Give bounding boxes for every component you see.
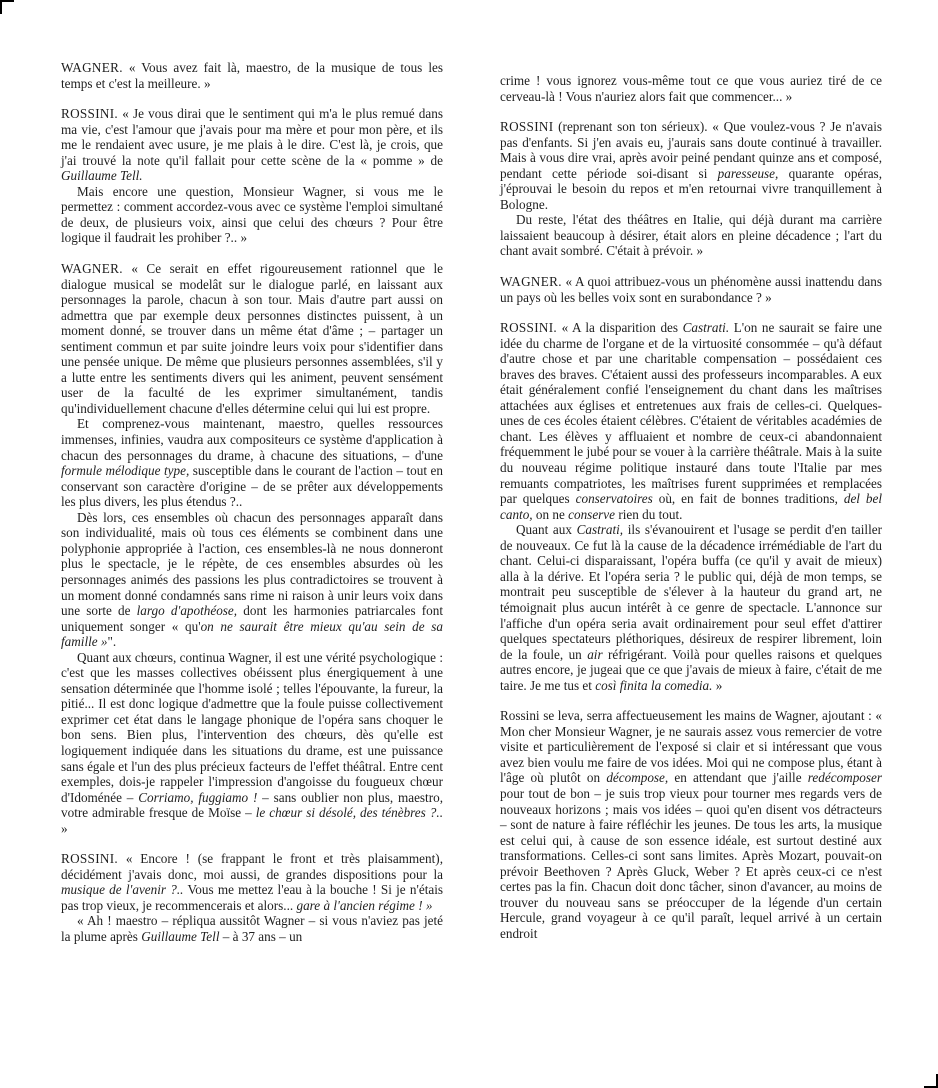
paragraph	[61, 510, 443, 650]
paragraph-text: « A la disparition des	[557, 320, 683, 336]
paragraph: Du reste, l'état des théâtres en Italie, qui déjà durant ma carrière laissaient beaucoup à désirer, était alors en pleine décadence ; l'art du chant avait sombré. C'était à prévoir. »	[500, 212, 882, 259]
paragraph	[500, 522, 882, 693]
paragraph	[500, 708, 882, 941]
paragraph-text: Quant aux chœurs, continua Wagner, il est une vérité psychologique : c'est que les masses collectives obéissent plus énergiquement à une sensation déterminée que l'homme isolé ; telles l'épouvante, la fureur, la pitié... Il est donc logique d'admettre que la foule puisse collectivement exprimer cet état dans le langage phonique de l'opéra sans choquer le bon sens. Bien plus, l'intervention des chœurs, dès qu'elle est logiquement indiquée dans les situations du drame, est une puissance sans égale et l'un des plus précieux facteurs de l'effet théâtral. Entre cent exemples, dois-je rappeler l'impression d'angoisse du fougueux chœur d'Idoménée –	[61, 649, 443, 805]
paragraph-text: »	[61, 820, 68, 836]
speaker-name: ROSSINI	[500, 119, 554, 135]
paragraph-text: dont les harmonies patriarcales font uniquement songer « qu'	[61, 603, 443, 634]
paragraph-text: « Ah ! maestro – répliqua aussitôt Wagner – si vous n'aviez pas jeté la plume après	[61, 913, 443, 944]
paragraph-text: ".	[107, 634, 117, 650]
italic-text: così finita la comedia.	[595, 677, 713, 693]
speaker-name: ROSSINI.	[500, 320, 557, 336]
paragraph-text: où, en fait de bonnes traditions,	[652, 491, 844, 507]
paragraph-text: Vous me mettez l'eau à la bouche ! Si je n'étais pas trop vieux, je recommencerais et alors...	[61, 882, 444, 913]
paragraph-text: – sans oublier non plus, maestro, votre admirable fresque de Moïse –	[61, 789, 443, 821]
speaker-name: ROSSINI.	[61, 851, 118, 867]
paragraph: Mais encore une question, Monsieur Wagner, si vous me le permettez : comment accordez-vous avec ce système l'emploi simultané de deux, de plusieurs voix, ainsi que celui des chœurs ? Pour être logique il faudrait les prohiber ?.. »	[61, 183, 443, 246]
paragraph-text: en attendant que j'aille	[668, 770, 808, 786]
paragraph: crime ! vous ignorez vous-même tout ce que vous auriez tiré de ce cerveau-là ! Vous n'auriez alors fait que commencer... »	[500, 73, 882, 104]
paragraph-text: susceptible dans le courant de l'action – tout en conservant son caractère d'origine – de se prêter aux développements les plus divers, les plus étendus ?..	[61, 463, 443, 510]
italic-text: largo d'apothéose,	[136, 603, 238, 619]
paragraph	[500, 119, 882, 212]
paragraph	[61, 913, 443, 944]
crop-mark-top-left	[0, 0, 2, 14]
italic-text: formule mélodique type,	[61, 463, 190, 479]
italic-text: Guillaume Tell.	[61, 168, 143, 184]
paragraph-text: réfrigérant. Voilà pour quelles raisons et quelques autres encore, je jugeai que ce que j'avais de mieux à faire, c'était de me taire. Je me tus et	[500, 646, 883, 693]
italic-text: conservatoires	[575, 491, 653, 507]
italic-text: air	[587, 646, 603, 662]
italic-text: gare à l'ancien régime ! »	[296, 897, 433, 913]
paragraph	[61, 650, 443, 837]
paragraph-text: Rossini se leva, serra affectueusement les mains de Wagner, ajoutant : « Mon cher Monsieur Wagner, je ne saurais assez vous remercier de votre visite et particulièrement de l'exposé si clair et si intéressant que vous avez bien voulu me faire de vos idées. Moi qui ne compose plus, étant à l'âge où plutôt on	[500, 708, 882, 786]
paragraph	[61, 60, 443, 91]
paragraph-text: rien du tout.	[615, 506, 683, 522]
paragraph	[61, 851, 443, 913]
italic-text: Castrati,	[576, 522, 624, 538]
italic-text: Castrati.	[682, 320, 730, 336]
paragraph-text: on ne	[532, 506, 569, 522]
paragraph-text: pour tout de bon – je suis trop vieux pour tourner mes regards vers de nouveaux horizons ; mais vos idées – quoi qu'en disent vos détracteurs – sont de nature à faire réfléchir les jeunes. De tous les arts, la musique est celui qui, à cause de son essence idéale, est surtout destiné aux transformations. Celles-ci sont sans limites. Après Mozart, pouvait-on prévoir Beethoven ? Après Gluck, Weber ? Et après ceux-ci ce n'est certes pas la fin. Chacun doit donc tâcher, sinon d'avancer, au moins de trouver du nouveau sans se préoccuper de la légende d'un certain Hercule, grand voyageur à ce qu'il paraît, lequel arrivé à un certain endroit	[500, 785, 882, 941]
paragraph-text: Et comprenez-vous maintenant, maestro, quelles ressources immenses, infinies, vaudra aux compositeurs ce système d'application à chacun des personnages du drame, à chacune des situations, – d'une	[61, 416, 443, 463]
right-column	[500, 73, 882, 941]
speaker-name: WAGNER.	[500, 274, 562, 290]
left-column	[61, 60, 443, 945]
paragraph-text: »	[712, 677, 723, 693]
italic-text: paresseuse,	[717, 165, 779, 181]
italic-text: Guillaume Tell	[141, 928, 220, 944]
speaker-name: ROSSINI.	[61, 106, 118, 122]
italic-text: décompose,	[606, 770, 669, 786]
paragraph-text: – à 37 ans – un	[219, 928, 303, 944]
paragraph	[61, 106, 443, 184]
speaker-name: WAGNER.	[61, 261, 123, 277]
paragraph-text: « Encore ! (se frappant le front et très plaisamment), décidément j'avais donc, moi aussi, de grandes dispositions pour la	[61, 851, 443, 882]
italic-text: redécomposer	[807, 770, 882, 786]
crop-mark-top-left	[0, 0, 14, 2]
italic-text: le chœur si désolé, des ténèbres ?..	[255, 805, 443, 821]
italic-text: Corriamo, fuggiamo !	[138, 789, 258, 805]
paragraph-text: quarante opéras, j'éprouvai le besoin du repos et m'en retournai vivre tranquillement à Bologne.	[500, 165, 882, 212]
paragraph	[61, 261, 443, 416]
italic-text: musique de l'avenir ?..	[61, 882, 184, 898]
paragraph-text: Dès lors, ces ensembles où chacun des personnages apparaît dans son individualité, mais où tous ces éléments se combinent dans une polyphonie appropriée à l'action, ces ensembles-là ne nous donneront plus le spectacle, je le répète, de ces ensembles absurdes où les personnages animés des passions les plus contradictoires se trouvent à un moment donné condamnés sans rime ni raison à unir leurs voix dans une sorte de	[61, 509, 443, 619]
paragraph	[61, 416, 443, 509]
speaker-name: WAGNER.	[61, 60, 123, 75]
paragraph-text: (reprenant son ton sérieux). « Que voulez-vous ? Je n'avais pas d'enfants. Si j'en avais eu, j'aurais sans doute continué à travailler. Mais à vous dire vrai, après avoir peiné pendant quinze ans et composé, pendant cette période soi-disant si	[500, 119, 882, 181]
paragraph-text: Quant aux	[516, 522, 577, 538]
italic-text: del bel canto,	[500, 491, 883, 522]
paragraph-text: « Je vous dirai que le sentiment qui m'a le plus remué dans ma vie, c'est l'amour que j'avais pour ma mère et pour mon père, et ils me le rendaient avec usure, je me plais à le dire. C'est là, je crois, que j'ai trouvé la note qu'il fallait pour cette scène de la « pomme » de	[61, 106, 443, 168]
paragraph-text: « Ce serait en effet rigoureusement rationnel que le dialogue musical se modelât sur le dialogue parlé, en laissant aux personnages la parole, chacun à son tour. Mais d'autre part aussi on admettra que par exemple deux personnes distinctes puissent, à un moment donné, se trouver dans un même état d'âme ; – partager un sentiment commun et par suite joindre leurs voix pour s'identifier dans une pensée unique. De même que plusieurs personnes assemblées, s'il y a lutte entre les sentiments divers qui les animent, peuvent sensément user de la faculté de les exprimer simultanément, tandis qu'individuellement chacune d'elles détermine celui qui lui est propre.	[61, 261, 443, 416]
italic-text: on ne saurait être mieux qu'au sein de sa famille »	[61, 618, 444, 650]
paragraph	[500, 274, 882, 305]
paragraph-text: L'on ne saurait se faire une idée du charme de l'organe et de la virtuosité consommée – qu'à défaut d'autre chose et par une charitable compensation – possédaient ces braves des braves. C'étaient aussi des professeurs incomparables. A eux était généralement confié l'enseignement du chant dans les maîtrises attachées aux églises et entretenues aux frais de celles-ci. Quelques-unes de ces écoles étaient célèbres. C'étaient de véritables académies de chant. Les élèves y affluaient et nombre de ceux-ci abandonnaient fréquemment le jubé pour se vouer à la carrière théâtrale. Mais à la suite du nouveau régime politique instauré dans toute l'Italie par mes remuants compatriotes, les maîtrises furent supprimées et remplacées par quelques	[500, 320, 882, 507]
italic-text: conserve	[568, 506, 616, 522]
paragraph-text: ils s'évanouirent et l'usage se perdit d'en tailler de nouveaux. Ce fut là la cause de la décadence irrémédiable de l'art du chant. Celui-ci disparaissant, l'opéra buffa (ce qu'il y avait de mieux) alla à la dérive. Et l'opéra seria ? le public qui, déjà de mon temps, se montrait peu susceptible de s'élever à la hauteur du grand art, ne témoignait plus aucun intérêt à ce genre de spectacle. L'annonce sur l'affiche d'un opéra seria avait ordinairement pour seul effet d'attirer quelques spectateurs pléthoriques, désireux de respirer librement, loin de la foule, un	[500, 522, 882, 662]
paragraph	[500, 320, 882, 522]
paragraph-text: « A quoi attribuez-vous un phénomène aussi inattendu dans un pays où les belles voix sont en surabondance ? »	[500, 274, 882, 305]
paragraph-text: « Vous avez fait là, maestro, de la musique de tous les temps et c'est la meilleure. »	[61, 60, 443, 91]
